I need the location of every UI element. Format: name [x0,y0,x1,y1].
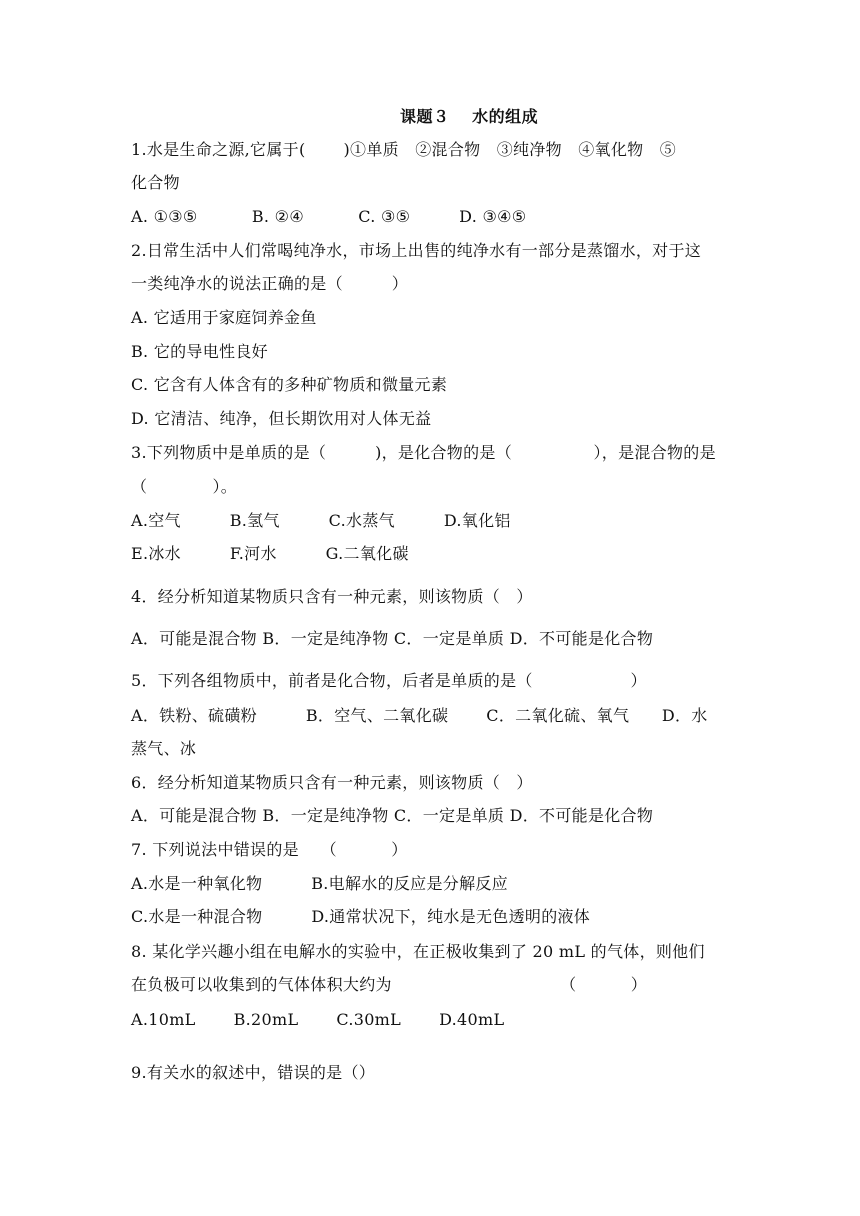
text-line-q2-option-d: D. 它清洁、纯净，但长期饮用对人体无益 [131,409,432,428]
text-line-q8: 8. 某化学兴趣小组在电解水的实验中，在正极收集到了 20 mL 的气体，则他们 [131,942,705,961]
text-line-q3-cont: （ ）。 [131,477,238,496]
text-line-q3-options-1: A.空气 B.氢气 C.水蒸气 D.氧化铝 [131,511,511,530]
text-line-q8-options: A.10mL B.20mL C.30mL D.40mL [131,1010,505,1029]
text-line-q6: 6．经分析知道某物质只含有一种元素，则该物质（ ） [131,773,533,792]
text-line-q2-option-b: B. 它的导电性良好 [131,342,268,361]
text-line-q2-option-c: C. 它含有人体含有的多种矿物质和微量元素 [131,375,448,394]
text-line-q2-option-a: A. 它适用于家庭饲养金鱼 [131,308,317,327]
text-line-q4: 4．经分析知道某物质只含有一种元素，则该物质（ ） [131,587,533,606]
text-line-q1-cont: 化合物 [131,173,180,192]
text-line-q3: 3.下列物质中是单质的是（ )，是化合物的是（ ），是混合物的是 [131,443,716,462]
text-line-q4-options: A．可能是混合物 B．一定是纯净物 C．一定是单质 D．不可能是化合物 [131,629,654,648]
text-line-q6-options: A．可能是混合物 B．一定是纯净物 C．一定是单质 D．不可能是化合物 [131,806,654,825]
text-line-q5: 5．下列各组物质中，前者是化合物，后者是单质的是（ ） [131,671,647,690]
text-line-q3-options-2: E.冰水 F.河水 G.二氧化碳 [131,544,409,563]
text-line-q2-cont: 一类纯净水的说法正确的是（ ） [131,274,409,293]
text-line-q7-options-1: A.水是一种氧化物 B.电解水的反应是分解反应 [131,874,508,893]
text-line-q1: 1.水是生命之源,它属于( )①单质 ②混合物 ③纯净物 ④氧化物 ⑤ [131,140,677,159]
text-line-q2: 2.日常生活中人们常喝纯净水，市场上出售的纯净水有一部分是蒸馏水，对于这 [131,241,702,260]
text-line-q8-cont: 在负极可以收集到的气体体积大约为 （ ） [131,975,648,994]
text-line-q7: 7. 下列说法中错误的是 （ ） [131,840,408,859]
text-line-q9: 9.有关水的叙述中，错误的是（） [131,1063,376,1082]
page-title: 课题３ 水的组成 [400,107,539,126]
text-line-q7-options-2: C.水是一种混合物 D.通常状况下，纯水是无色透明的液体 [131,907,591,926]
text-line-q5-options: A．铁粉、硫磺粉 B．空气、二氧化碳 C．二氧化硫、氧气 D．水 [131,706,708,725]
text-line-q5-cont: 蒸气、冰 [131,739,197,758]
text-line-q1-options: A. ①③⑤ B. ②④ C. ③⑤ D. ③④⑤ [131,207,527,226]
